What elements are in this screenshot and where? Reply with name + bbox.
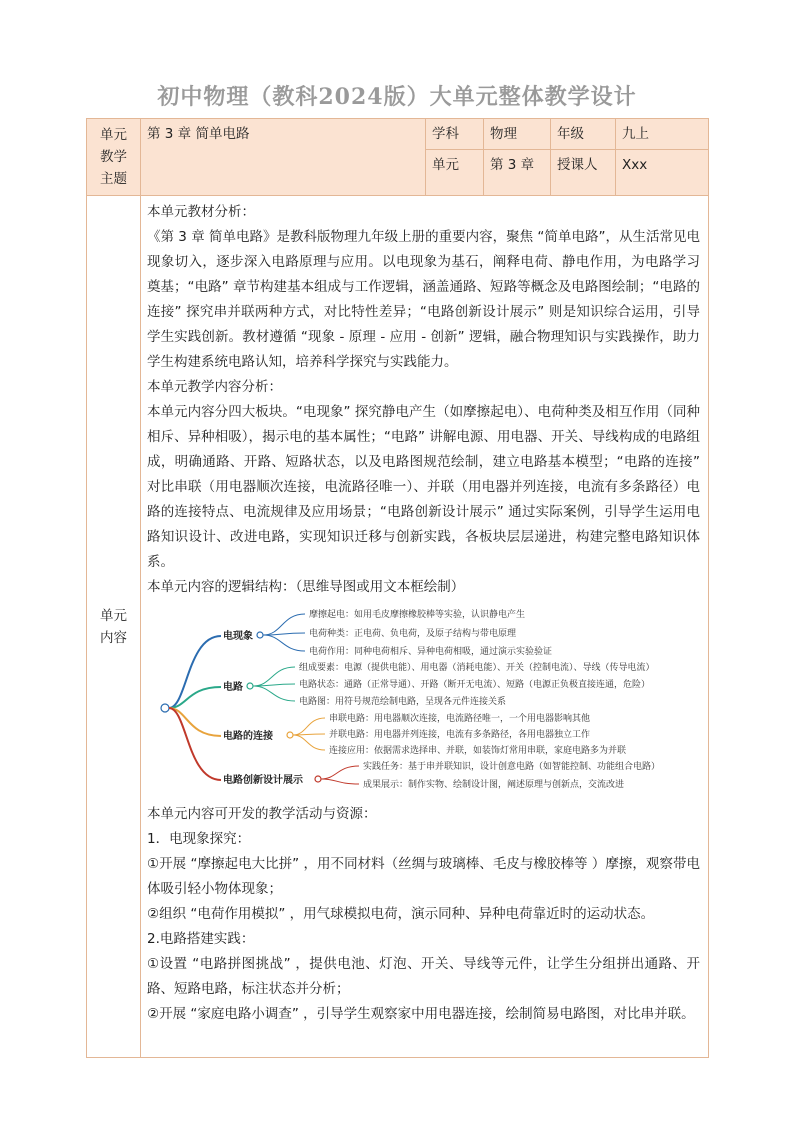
grade-value: 九上 <box>616 119 709 150</box>
branch-line-1 <box>169 636 221 708</box>
grade-label: 年级 <box>551 119 616 150</box>
mind-map <box>147 604 707 796</box>
content-analysis-heading: 本单元教学内容分析： <box>147 379 282 395</box>
leaf-1-1: 摩擦起电：如用毛皮摩擦橡胶棒等实验，认识静电产生 <box>309 610 526 620</box>
branch-1-dot <box>257 632 263 638</box>
teacher-value: Xxx <box>616 150 709 196</box>
subject-label: 学科 <box>426 119 484 150</box>
leaf-line-3-1 <box>293 718 325 735</box>
unit-content-cell <box>141 196 709 1058</box>
activities-heading: 本单元内容可开发的教学活动与资源： <box>147 806 377 822</box>
leaf-2-1: 组成要素：电源（提供电能）、用电器（消耗电能）、开关（控制电流）、导线（传导电流） <box>299 663 655 673</box>
subject-value: 物理 <box>484 119 551 150</box>
leaf-1-3: 电荷作用：同种电荷相斥、异种电荷相吸，通过演示实验验证 <box>309 647 553 657</box>
lesson-plan-table <box>86 118 709 1058</box>
leaf-line-4-1 <box>321 766 359 779</box>
unit-content-label: 单元 内容 <box>87 196 141 1058</box>
leaf-line-2-1 <box>253 667 295 686</box>
unit-value: 第 3 章 <box>484 150 551 196</box>
branch-line-4 <box>169 708 221 780</box>
activity-section-2: 2.电路搭建实践： <box>147 931 255 947</box>
leaf-line-1-1 <box>263 614 305 635</box>
textbook-analysis-heading: 本单元教材分析： <box>147 204 255 220</box>
branch-4-dot <box>315 776 321 782</box>
document-title: 初中物理（教科2024版）大单元整体教学设计 <box>157 84 637 110</box>
leaf-1-2: 电荷种类：正电荷、负电荷，及原子结构与带电原理 <box>309 629 517 639</box>
branch-line-2 <box>169 687 221 708</box>
leaf-line-2-3 <box>253 686 295 701</box>
activity-2a: ①设置 “电路拼图挑战” ，提供电池、灯泡、开关、导线等元件，让学生分组拼出通路、开路、短路电路，标注状态并分析； <box>147 956 700 997</box>
branch-1-label: 电现象 <box>223 631 253 642</box>
unit-theme-label: 单元 教学 主题 <box>87 119 141 196</box>
unit-label: 单元 <box>426 150 484 196</box>
leaf-4-1: 实践任务：基于串并联知识，设计创意电路（如智能控制、功能组合电路） <box>363 762 661 772</box>
teacher-label: 授课人 <box>551 150 616 196</box>
branch-4-label: 电路创新设计展示 <box>223 775 303 786</box>
leaf-line-3-3 <box>293 735 325 750</box>
activity-1a: ①开展 “摩擦起电大比拼” ，用不同材料（丝绸与玻璃棒、毛皮与橡胶棒等 ）摩擦，观察带电体吸引轻小物体现象； <box>147 856 700 897</box>
branch-3-dot <box>287 732 293 738</box>
content-analysis-text: 本单元内容分四大板块。“电现象” 探究静电产生（如摩擦起电）、电荷种类及相互作用（同种相斥、异种相吸），揭示电的基本属性；“电路” 讲解电源、用电器、开关、导线构成的电路组成，明确通路、开路、短路状态，以及电路图规范绘制，建立电路基本模型；“电路的连接” 对比串联（用电器顺次连接，电流路径唯一）、并联（用电器并列连接，电流有多条路径）电路的连接特点、电流规律及应用场景；“电路创新设计展示” 通过实际案例，引导学生运用电路知识设计、改进电路，实现知识迁移与创新实践，各板块层层递进，构建完整电路知识体系。 <box>147 404 700 570</box>
leaf-2-3: 电路图：用符号规范绘制电路，呈现各元件连接关系 <box>299 697 507 707</box>
leaf-3-2: 并联电路：用电器并列连接，电流有多条路径，各用电器独立工作 <box>329 730 591 740</box>
branch-2-label: 电路 <box>223 682 243 693</box>
unit-content <box>147 200 700 1027</box>
activity-2b: ②开展 “家庭电路小调查” ，引导学生观察家中用电器连接，绘制简易电路图，对比串并联。 <box>147 1006 695 1022</box>
leaf-4-2: 成果展示：制作实物、绘制设计图，阐述原理与创新点，交流改进 <box>363 780 625 790</box>
leaf-3-1: 串联电路：用电器顺次连接，电流路径唯一，一个用电器影响其他 <box>329 714 591 724</box>
mind-map-root <box>161 704 169 712</box>
leaf-line-1-3 <box>263 635 305 651</box>
activity-1b: ②组织 “电荷作用模拟” ，用气球模拟电荷，演示同种、异种电荷靠近时的运动状态。 <box>147 906 655 922</box>
branch-3-label: 电路的连接 <box>223 731 273 742</box>
leaf-3-3: 连接应用：依据需求选择串、并联，如装饰灯常用串联，家庭电路多为并联 <box>329 746 627 756</box>
unit-theme-value: 第 3 章 简单电路 <box>141 119 426 196</box>
branch-2-dot <box>247 683 253 689</box>
leaf-line-4-2 <box>321 779 359 784</box>
textbook-analysis-text: 《第 3 章 简单电路》是教科版物理九年级上册的重要内容，聚焦 “简单电路”，从生活常见电现象切入，逐步深入电路原理与应用。以电现象为基石，阐释电荷、静电作用，为电路学习奠基；“电路” 章节构建基本组成与工作逻辑，涵盖通路、短路等概念及电路图绘制；“电路的连接” 探究串并联两种方式，对比特性差异；“电路创新设计展示” 则是知识综合运用，引导学生实践创新。教材遵循 “现象 - 原理 - 应用 - 创新” 逻辑，融合物理知识与实践操作，助力学生构建系统电路认知，培养科学探究与实践能力。 <box>147 229 700 370</box>
leaf-2-2: 电路状态：通路（正常导通）、开路（断开无电流）、短路（电源正负极直接连通，危险） <box>299 680 651 690</box>
logic-structure-heading: 本单元内容的逻辑结构：（思维导图或用文本框绘制） <box>147 579 465 595</box>
activity-section-1: 1．电现象探究： <box>147 831 251 847</box>
